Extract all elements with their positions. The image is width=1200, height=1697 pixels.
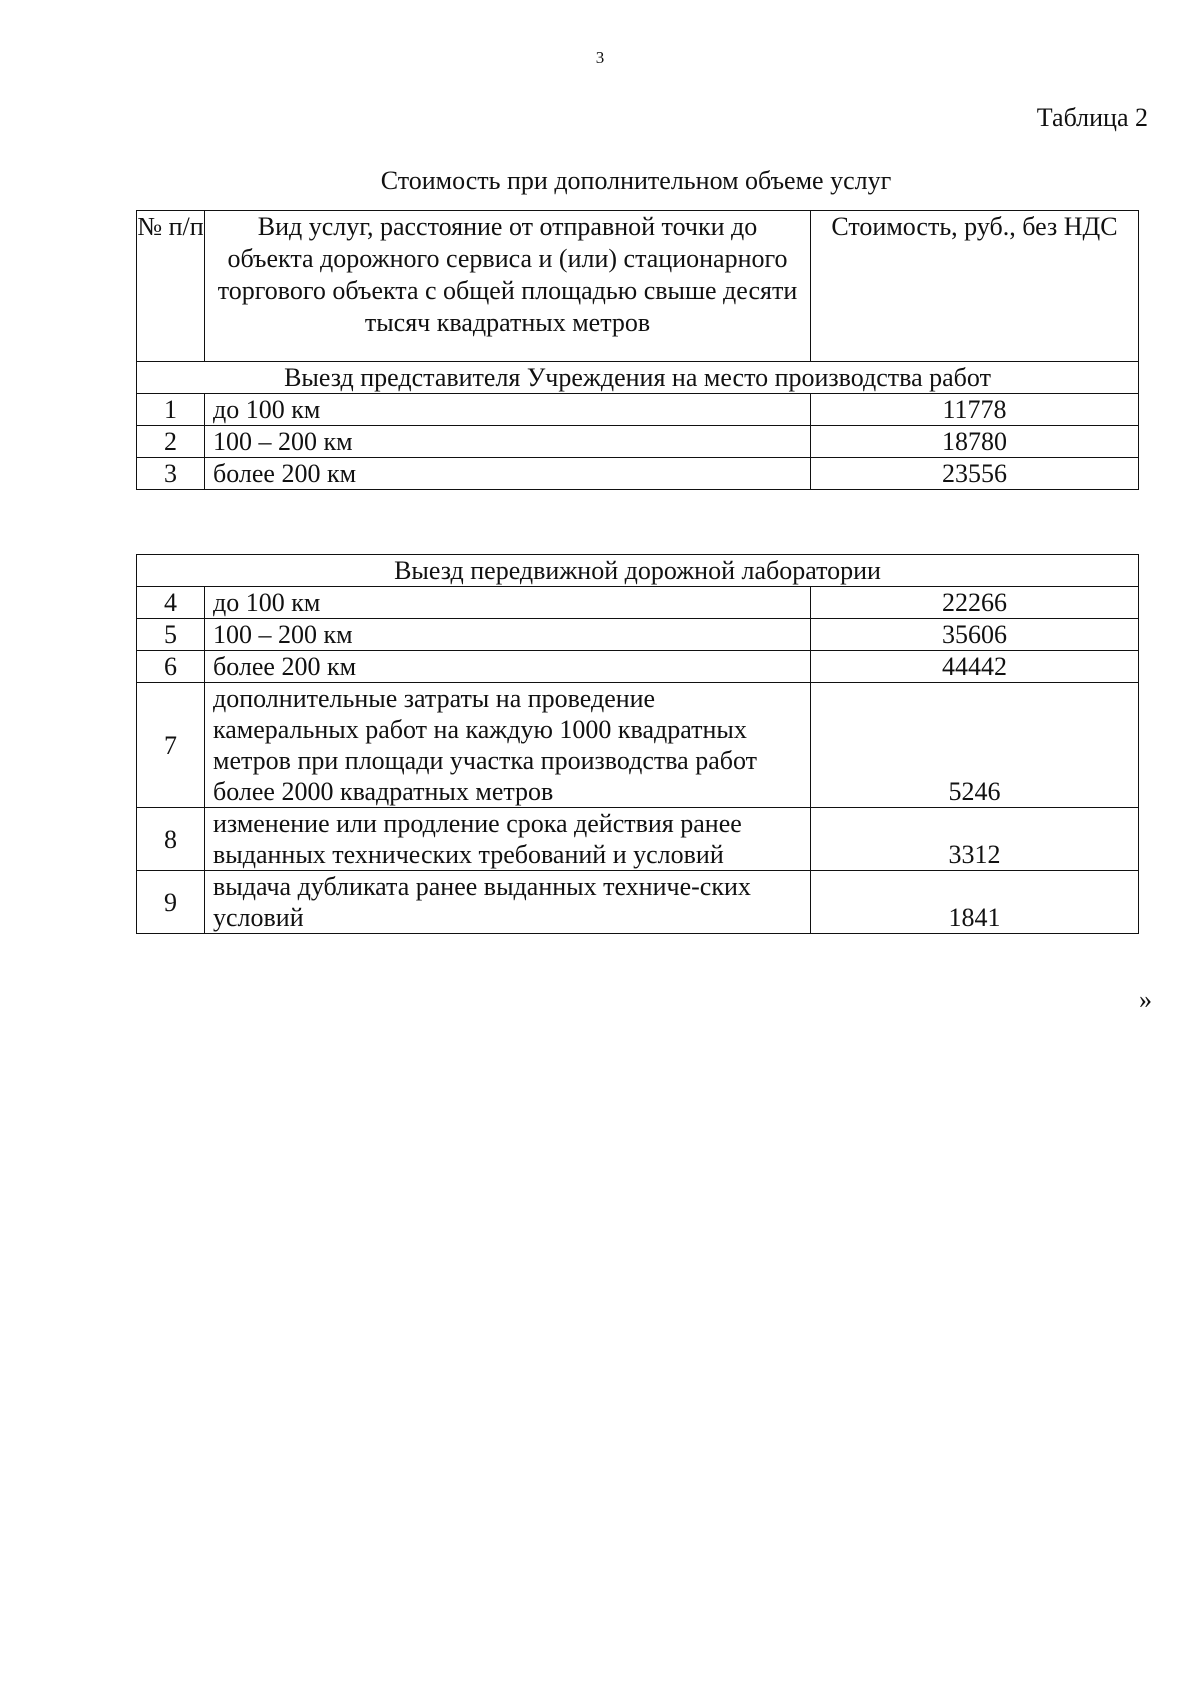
table-row [137, 394, 1139, 426]
header-price: Стоимость, руб., без НДС [811, 211, 1139, 362]
row-description: 100 – 200 км [205, 619, 811, 651]
services-table-part-1 [136, 210, 1139, 490]
row-num: 8 [137, 808, 205, 871]
row-description: до 100 км [205, 587, 811, 619]
row-price: 18780 [811, 426, 1139, 458]
row-description: выдача дубликата ранее выданных техниче-ских условий [205, 871, 811, 934]
row-description: до 100 км [205, 394, 811, 426]
row-price: 3312 [811, 808, 1139, 871]
services-table-part-2 [136, 554, 1139, 934]
table-header-row [137, 211, 1139, 362]
table-row [137, 619, 1139, 651]
row-description: дополнительные затраты на проведение камеральных работ на каждую 1000 квадратных метров при площади участка производства работ более 2000 квадратных метров [205, 683, 811, 808]
section-row-representative [137, 362, 1139, 394]
row-num: 7 [137, 683, 205, 808]
row-num: 3 [137, 458, 205, 490]
table-row [137, 683, 1139, 808]
table-row [137, 426, 1139, 458]
section-row-laboratory [137, 555, 1139, 587]
row-price: 35606 [811, 619, 1139, 651]
table-caption: Стоимость при дополнительном объеме услуг [380, 166, 892, 195]
closing-quote: » [1139, 985, 1152, 1014]
row-description: 100 – 200 км [205, 426, 811, 458]
table-row [137, 458, 1139, 490]
row-num: 9 [137, 871, 205, 934]
row-description: более 200 км [205, 651, 811, 683]
header-num: № п/п [137, 211, 205, 362]
row-price: 11778 [811, 394, 1139, 426]
section-title: Выезд передвижной дорожной лаборатории [137, 555, 1139, 587]
table-row [137, 871, 1139, 934]
row-price: 22266 [811, 587, 1139, 619]
table-label: Таблица 2 [1036, 103, 1148, 132]
header-description: Вид услуг, расстояние от отправной точки до объекта дорожного сервиса и (или) стационарного торгового объекта с общей площадью свыше десяти тысяч квадратных метров [205, 211, 811, 362]
section-title: Выезд представителя Учреждения на место производства работ [137, 362, 1139, 394]
table-row [137, 808, 1139, 871]
row-num: 1 [137, 394, 205, 426]
row-num: 4 [137, 587, 205, 619]
row-price: 23556 [811, 458, 1139, 490]
row-price: 5246 [811, 683, 1139, 808]
row-price: 1841 [811, 871, 1139, 934]
row-num: 2 [137, 426, 205, 458]
table-row [137, 587, 1139, 619]
table-row [137, 651, 1139, 683]
row-num: 5 [137, 619, 205, 651]
row-description: изменение или продление срока действия ранее выданных технических требований и условий [205, 808, 811, 871]
page-number: 3 [595, 48, 605, 67]
row-description: более 200 км [205, 458, 811, 490]
row-price: 44442 [811, 651, 1139, 683]
row-num: 6 [137, 651, 205, 683]
